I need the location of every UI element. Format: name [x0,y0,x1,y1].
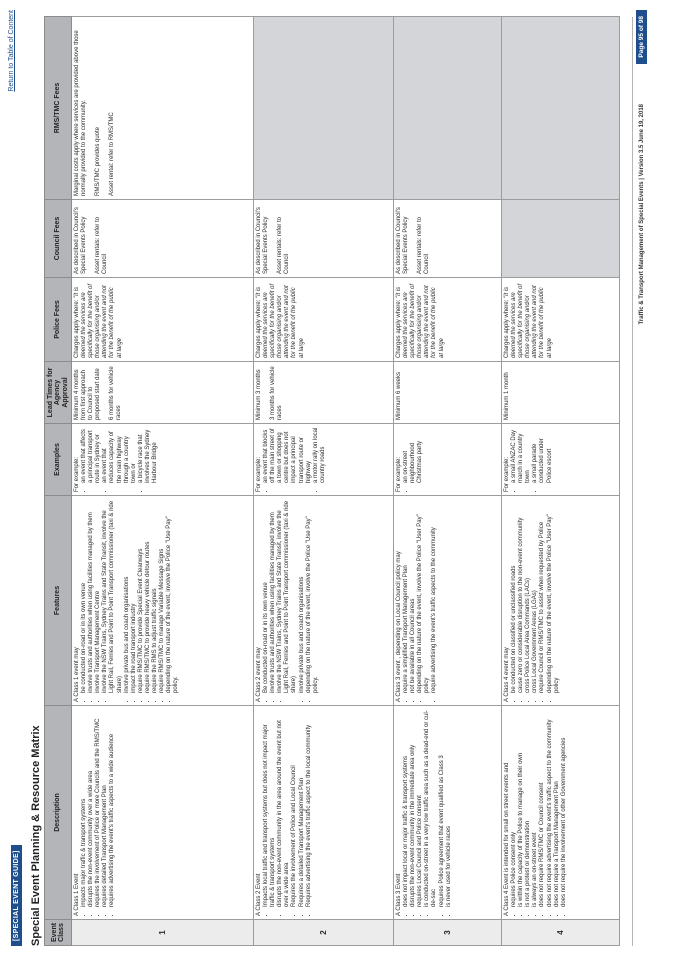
col-description: Description [45,706,72,920]
list-item: • requires Police consent only [511,709,518,907]
police-fees-intro: Charges apply where: [256,297,263,358]
list-item: • depending on the nature of the event, involve the Police "Use Pay" policy. [306,499,320,693]
footer-text: Traffic & Transport Management of Special Events | Version 3.5 June 19, 2018 [639,104,645,325]
features-cell [502,496,620,706]
header-row [45,17,72,946]
list-item: • require the RMS to adjust traffic signals [152,499,159,693]
description-intro: A Class 3 Event [396,873,403,916]
cell-paragraph: RMS/TMC provides quote [95,126,102,196]
rms-fees-cell [72,17,254,200]
description-cell [502,706,620,920]
police-fees-condition: "it is deemed the services are specifically for the benefit of those organising and/or attending the event and not for the benefit of the public at large [396,283,445,358]
examples-list [81,427,159,492]
list-item: • requires the involvement of Police or more Councils and the RMS/TMC [95,709,102,907]
examples-cell [502,424,620,496]
features-list [511,499,561,702]
police-fees-intro: Charges apply where: [504,297,511,358]
examples-intro: For example: [504,456,511,492]
list-item: • does not require the involvement of other Government agencies [561,709,568,907]
list-item: • is within the capacity of the Police to manage on their own [518,709,525,907]
police-fees-cell [394,278,502,362]
col-event-class: Event Class [45,920,72,946]
features-list [263,499,320,702]
list-item: • a motor rally on local country roads [313,427,327,483]
council-fees-cell [394,200,502,278]
list-item: • disrupts the non-event community in the immediate area only [410,709,417,907]
cell-paragraph: Asset rentals: refer to Council [95,216,109,274]
event-class-cell: 3 [394,920,502,946]
list-item: • requires advertising the event's traffic aspects to a wide audience [109,709,116,907]
cell-paragraph: 3 months for vehicle races [270,366,284,420]
guide-tag: [SPECIAL EVENT GUIDE] [11,845,22,946]
toc-link[interactable]: Return to Table of Content [8,10,15,92]
list-item: • an event that affects a principal transport route in Sydney or [81,427,102,483]
examples-intro: For example: [256,456,263,492]
list-item: • impact the road transport industry [131,499,138,693]
list-item: • depending on the nature of the event, involve the Police "User Pay" policy [547,499,561,693]
cell-paragraph: Asset rental: refer to RMS/TMC [109,112,116,196]
list-item: • does not impact local or major traffic & transport systems [403,709,410,907]
table-row [502,17,620,946]
resource-matrix-table [44,16,620,946]
cell-paragraph: Asset rentals: refer to Council [417,216,431,274]
list-item: • requires Police agreement that event qualified as Class 3 [439,709,446,907]
description-cell [394,706,502,920]
description-list [403,709,453,916]
list-item: • involve private bus and coach organisations [299,499,306,693]
description-list [263,709,313,916]
list-item: • depending on the nature of the event, involve the Police "User Pay" policy [417,499,431,693]
list-item: • a small parade conducted under Police escort [532,427,553,483]
page-number-badge: Page 95 of 98 [636,10,647,64]
cell-paragraph: Minimum 1 month [504,372,511,420]
list-item: • be conducted on classified or unclassified roads [511,499,518,693]
table-row [72,17,254,946]
description-cell [254,706,394,920]
features-intro: A Class 1 event may [74,647,81,702]
list-item: • does not require a Transport Management Plan [554,709,561,907]
examples-list [403,427,424,492]
examples-intro: For example: [74,456,81,492]
list-item: • an event that reduces capacity of the main highway through a country town or [102,427,137,483]
table-row [394,17,502,946]
list-item: • involve the NSW Trains, Sydney Trains and State Transit, involve the Light Rail, Ferries and Point to Point Transport commissioner (taxi & ride share) [102,499,123,693]
list-item: • disrupts the non-event community over a wide area [88,709,95,907]
list-item: • an event that blocks off the main street of a town or shopping centre but does not impact a principal transport route or highway [263,427,313,483]
lead-time-cell [502,362,620,424]
examples-cell [254,424,394,496]
cell-paragraph: As described in Council's Special Events Policy [74,207,88,274]
list-item: • involve Transport Management Centre [95,499,102,693]
list-item: • does not require advertising the event's traffic aspect to the community [547,709,554,907]
col-features: Features [45,496,72,706]
col-rms-fees: RMS/TMC Fees [45,17,72,200]
list-item: • Impacts local traffic and transport systems but does not impact major traffic & transport systems [263,709,277,907]
list-item: • Requires advertising the event's traffic aspect to the local community [306,709,313,907]
lead-time-cell [254,362,394,424]
list-item: • does not require RMS/TMC or Council consent [539,709,546,907]
features-list [403,499,438,702]
col-council-fees: Council Fees [45,200,72,278]
list-item: • cause zero or considerable disruption to the non-event community [518,499,525,693]
list-item: • be conducted on-road or in its own venue [81,499,88,693]
cell-paragraph: Minimum 6 weeks [396,371,403,420]
list-item: • a bicycle race that involves the Sydney Harbour Bridge [138,427,159,483]
cell-paragraph: Asset rentals: refer to Council [277,216,291,274]
examples-intro: For example: [396,456,403,492]
examples-cell [394,424,502,496]
list-item: • require Council or RMS/TMC to assist when requested by Police [539,499,546,693]
police-fees-intro: Charges apply where: [396,297,403,358]
list-item: • require RMS/TMC to manage Variable Message Signs [159,499,166,693]
lead-time-cell [394,362,502,424]
council-fees-cell [254,200,394,278]
features-intro: A Class 3 event , depending on Local Council policy may [396,551,403,702]
description-list [81,709,116,916]
list-item: • Requires the involvement of Police and Local Council [291,709,298,907]
list-item: • not be available in all Council areas [410,499,417,693]
footer-rule [632,17,633,946]
list-item: • requires detailed Transport Management Plan [102,709,109,907]
cell-paragraph: As described in Council's Special Events Policy [396,207,410,274]
list-item: • requires Local Council and Police consent [417,709,424,907]
rms-fees-cell [394,17,502,200]
features-intro: A Class 2 event may [256,647,263,702]
police-fees-cell [254,278,394,362]
description-cell [72,706,254,920]
col-police-fees: Police Fees [45,278,72,362]
lead-time-cell [72,362,254,424]
police-fees-cell [502,278,620,362]
list-item: • a small ANZAC Day march in a country town [511,427,532,483]
features-list [81,499,180,702]
list-item: • involve private bus and coach organisations [124,499,131,693]
list-item: • impacts major traffic & transport systems [81,709,88,907]
description-list [511,709,568,916]
list-item: • disrupts the non-event community in the area around the event but not over a wide area [277,709,291,907]
list-item: • an on-street neighbourhood Christmas party [403,427,424,483]
col-examples: Examples [45,424,72,496]
list-item: • is conducted on-street in a very low traffic area such as a dead-end or cul-de-sac [424,709,438,907]
list-item: • cross Police Local Area Commands (LACs) [525,499,532,693]
council-fees-cell [502,200,620,278]
list-item: • involve trusts and authorities when using facilities managed by them [88,499,95,693]
cell-paragraph: 6 months for vehicle races [109,366,123,420]
features-cell [72,496,254,706]
event-class-cell: 4 [502,920,620,946]
features-intro: A Class 4 event may [504,647,511,702]
examples-list [263,427,327,492]
council-fees-cell [72,200,254,278]
examples-cell [72,424,254,496]
list-item: • involve trusts and authorities when using facilities managed by them [270,499,277,693]
list-item: • is never used for vehicle races [446,709,453,907]
table-row [254,17,394,946]
list-item: • is always an on-street event [532,709,539,907]
col-lead-times: Lead Times for Agency Approval [45,362,72,424]
list-item: • involve the NSW Trains, Sydney Trains and State Transit, involve the Light Rail, Ferries and Point to Point Transport commissioner (taxi & ride share) [277,499,298,693]
page-title: Special Event Planning & Resource Matrix [30,725,42,946]
features-cell [394,496,502,706]
list-item: • depending on the nature of the event, involve the Police "Use Pay" policy. [166,499,180,693]
police-fees-cell [72,278,254,362]
cell-paragraph: As described in Council's Special Events Policy [256,207,270,274]
police-fees-intro: Charges apply where: [74,297,81,358]
description-intro: A Class 4 Event is intended for small on street events and [504,762,511,916]
cell-paragraph: Marginal costs apply where services are provided above those normally provided to the community. [74,30,88,196]
rms-fees-cell [254,17,394,200]
police-fees-condition: "it is deemed the services are specifically for the benefit of those organising and/or attending the event and not for the benefit of the public at large [256,283,305,358]
event-class-cell: 2 [254,920,394,946]
rms-fees-cell [502,17,620,200]
description-intro: A Class 2 Event [256,873,263,916]
list-item: • require RMS/TMC to provide Special Event Clearways [138,499,145,693]
cell-paragraph: Minimum 4 months from first approach to Council to proposed start date [74,368,102,420]
cell-paragraph: Minimum 3 months [256,369,263,420]
description-intro: A Class 1 Event [74,873,81,916]
list-item: • Requires a detailed Transport Management Plan [299,709,306,907]
examples-list [511,427,553,492]
police-fees-condition: "it is deemed the services are specifically for the benefit of those organising and/or attending the event and not for the benefit of the public at large [504,283,553,358]
list-item: • is not a protest or demonstration [525,709,532,907]
list-item: • require a simplified Transport Management Plan [403,499,410,693]
police-fees-condition: "it is deemed the services are specifically for the benefit of those organising and/or attending the event and not for the benefit of the public at large [74,283,123,358]
event-class-cell: 1 [72,920,254,946]
list-item: • require advertising the event's traffic aspects to the community [431,499,438,693]
list-item: • cross Local Government Areas (LGAs) [532,499,539,693]
list-item: • Be conducted on-road or in its own venue [263,499,270,693]
features-cell [254,496,394,706]
list-item: • require RMS/TMC to provide heavy vehicle detour routes [145,499,152,693]
